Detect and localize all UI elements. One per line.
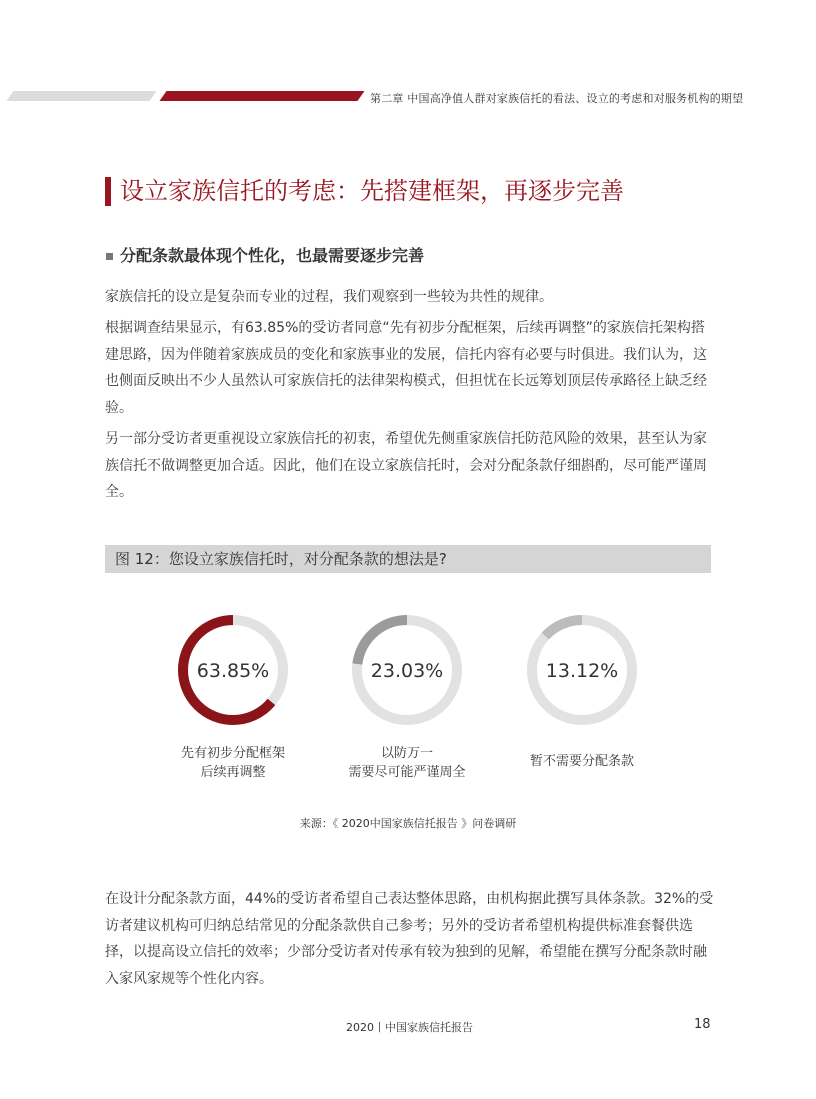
category-label-1 [133,744,333,782]
paragraph-intro: 家族信托的设立是复杂而专业的过程，我们观察到一些较为共性的规律。 [105,289,553,305]
figure-source: 来源：《 2020中国家族信托报告 》问卷调研 [299,817,517,830]
donut-value-label-2: 23.03% [370,660,444,682]
category-label-3-line-1: 暂不需要分配条款 [529,754,634,769]
category-label-2-line-1: 以防万一 [380,746,433,761]
paragraph-risk-focus: 另一部分受访者更重视设立家族信托的初衷，希望优先侧重家族信托防范风险的效果，甚至认为家族信托不做调整更加合适。因此，他们在设立家族信托时，会对分配条款仔细斟酌，尽可能严谨周全。 [105,431,707,500]
category-label-1-line-1: 先有初步分配框架 [180,746,285,761]
section-subtitle: 分配条款最体现个性化，也最需要逐步完善 [120,246,425,265]
donut-value-label-3: 13.12% [545,660,619,682]
page-number: 18 [694,1017,711,1032]
section-title: 设立家族信托的考虑：先搭建框架，再逐步完善 [120,177,624,205]
category-label-1-line-2: 后续再调整 [200,765,266,780]
paragraph-clause-design: 在设计分配条款方面，44%的受访者希望自己表达整体思路，由机构据此撰写具体条款。32%的受访者建议机构可归纳总结常见的分配条款供自己参考；另外的受访者希望机构提供标准套餐供选择，以提高设立信托的效率；少部分受访者对传承有较为独到的见解，希望能在撰写分配条款时融入家风家规等个性化内容。 [105,891,714,987]
category-label-2-line-2: 需要尽可能严谨周全 [348,765,466,780]
figure-title: 图 12：您设立家族信托时，对分配条款的想法是? [115,550,447,568]
category-label-3 [482,752,682,771]
chapter-header: 第二章 中国高净值人群对家族信托的看法、设立的考虑和对服务机构的期望 [370,92,744,105]
donut-value-label-1: 63.85% [196,660,270,682]
category-label-2 [307,744,507,782]
paragraph-survey-result: 根据调查结果显示，有63.85%的受访者同意“先有初步分配框架，后续再调整”的家族信托架构搭建思路，因为伴随着家族成员的变化和家族事业的发展，信托内容有必要与时俱进。我们认为，这也侧面反映出不少人虽然认可家族信托的法律架构模式，但担忧在长远筹划顶层传承路径上缺乏经验。 [105,320,707,416]
footer-report-name: 2020丨中国家族信托报告 [346,1021,473,1034]
